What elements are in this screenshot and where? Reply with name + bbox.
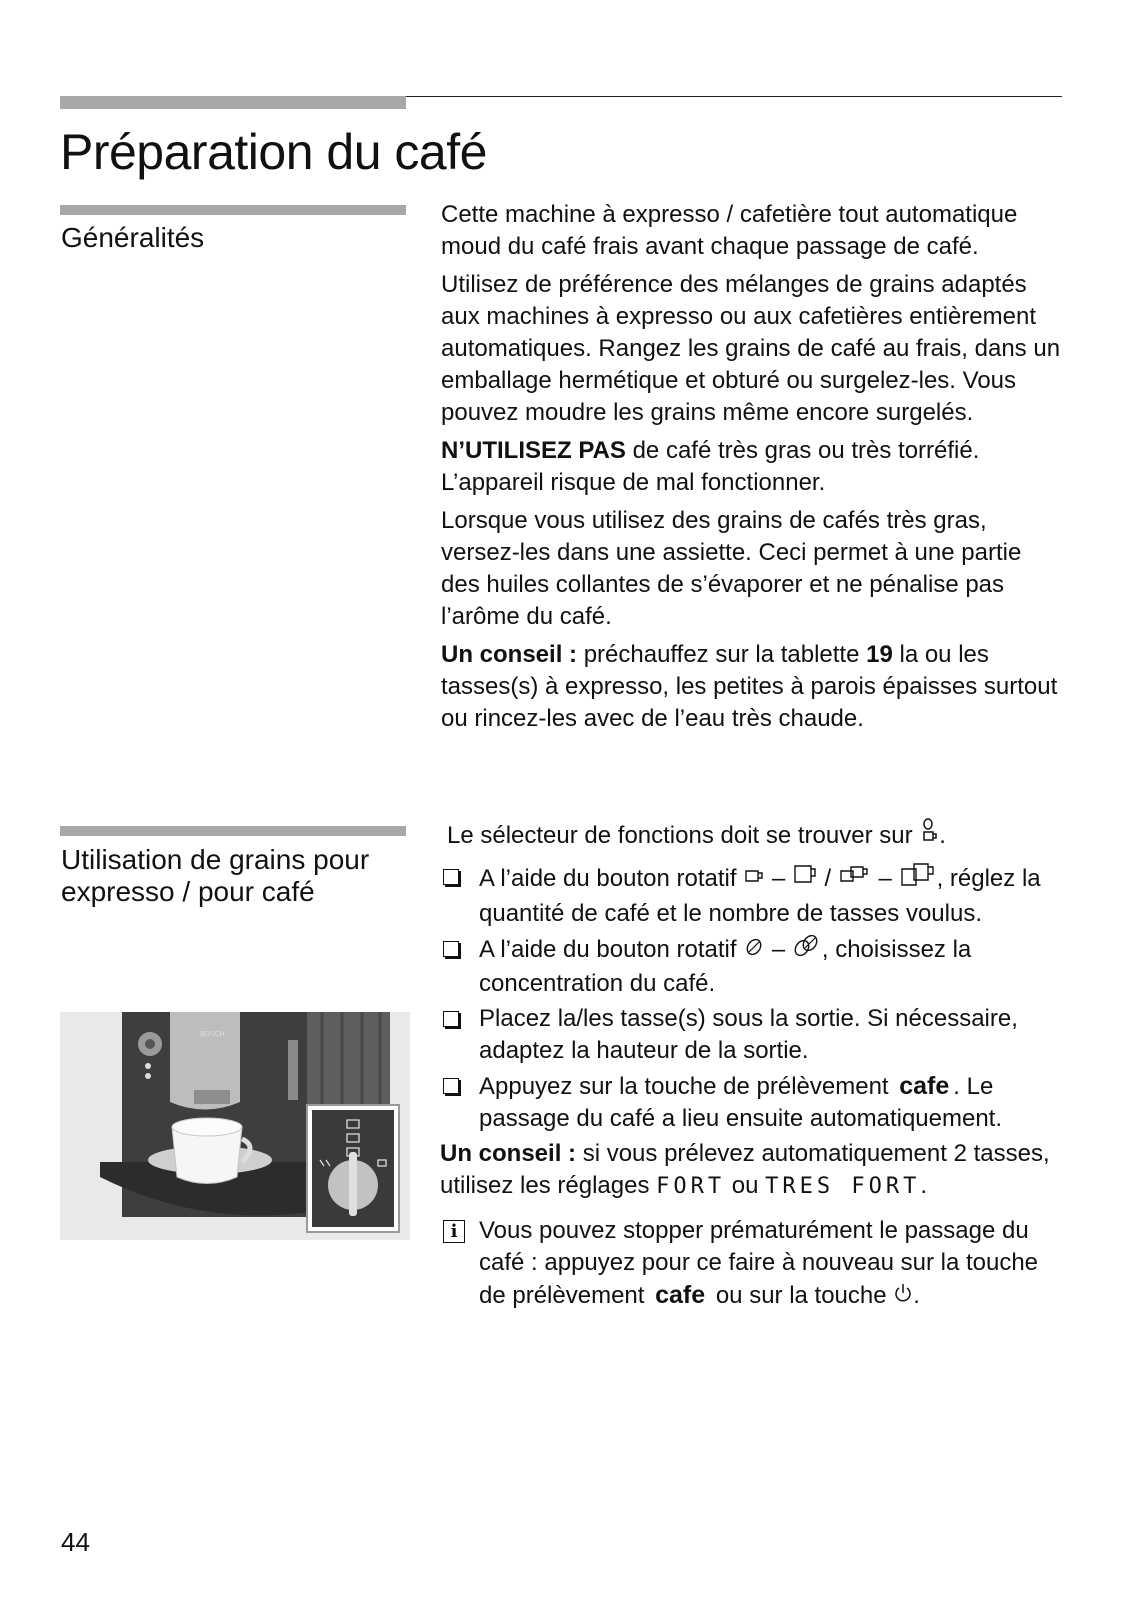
list-item: Placez la/les tasse(s) sous la sortie. Si nécessaire, adaptez la hauteur de la sortie.	[441, 1003, 1066, 1067]
warning-bold: N’UTILISEZ PAS	[441, 437, 626, 464]
two-cups-small-icon	[838, 863, 872, 896]
cafe-key-label: cafe	[655, 1281, 706, 1309]
cup-large-icon	[792, 862, 818, 897]
cup-small-icon	[743, 864, 765, 896]
bean-mild-icon	[743, 935, 765, 967]
paragraph: Utilisez de préférence des mélanges de grains adaptés aux machines à expresso ou aux cafetières entièrement automatiques. Rangez les grains de café au frais, dans un emballage hermétique et obturé ou surgelez-les. Vous pouvez moudre les grains même encore surgelés.	[441, 271, 1061, 426]
coffee-machine-photo	[60, 1012, 410, 1240]
section-bar-general	[60, 205, 406, 215]
bean-cup-icon	[919, 818, 939, 855]
paragraph: Cette machine à expresso / cafetière tout automatique moud du café frais avant chaque passage de café.	[441, 201, 1018, 260]
general-text	[441, 199, 1066, 741]
info-list	[441, 1215, 1066, 1313]
top-bar	[60, 96, 406, 109]
section-bar-beans	[60, 826, 406, 836]
tip-label: Un conseil :	[441, 641, 578, 668]
cafe-key-label: cafe	[899, 1072, 950, 1100]
power-icon	[893, 1281, 913, 1313]
heading-beans: Utilisation de grains pour expresso / pour café	[61, 844, 370, 907]
list-item: Appuyez sur la touche de prélèvement cafe . Le passage du café a lieu ensuite automatiquement.	[441, 1070, 1066, 1135]
checkbox-icon	[443, 1011, 459, 1027]
info-icon: i	[443, 1220, 465, 1243]
display-setting-very-strong: TRES FORT	[765, 1174, 921, 1199]
info-note: i Vous pouvez stopper prématurément le passage du café : appuyez pour ce faire à nouveau sur la touche de prélèvement cafe ou sur la touche .	[441, 1215, 1066, 1313]
warning-paragraph	[441, 435, 1066, 499]
steps-list	[441, 861, 1066, 1135]
two-cups-large-icon	[899, 861, 937, 898]
page-number: 44	[61, 1527, 90, 1557]
checkbox-icon	[443, 1078, 459, 1094]
brand-label: BOSCH	[200, 1030, 225, 1038]
bean-strong-icon	[792, 933, 822, 968]
list-item: A l’aide du bouton rotatif – , choisissez la concentration du café.	[441, 933, 1066, 1000]
tip-paragraph: Un conseil : préchauffez sur la tablette 19 la ou les tasses(s) à expresso, les petites à parois épaisses surtout ou rincez-les avec de l’eau très chaude.	[441, 641, 1058, 732]
warning-text: de café très gras ou très torréfié. L’appareil risque de mal fonctionner.	[441, 437, 980, 496]
selector-line: Le sélecteur de fonctions doit se trouver sur .	[441, 818, 1066, 855]
tip-label: Un conseil :	[440, 1140, 577, 1167]
ref-number: 19	[866, 641, 893, 668]
page-title: Préparation du café	[60, 124, 487, 180]
checkbox-icon	[443, 941, 459, 957]
beans-text	[441, 818, 1066, 1316]
checkbox-icon	[443, 869, 459, 885]
list-item: A l’aide du bouton rotatif – / – , réglez la quantité de café et le nombre de tasses voulus.	[441, 861, 1066, 930]
display-setting-strong: FORT	[656, 1174, 726, 1199]
tip-paragraph: Un conseil : si vous prélevez automatiquement 2 tasses, utilisez les réglages FORT ou TRES FORT.	[440, 1140, 1050, 1199]
paragraph: Lorsque vous utilisez des grains de cafés très gras, versez-les dans une assiette. Ceci permet à une partie des huiles collantes de s’évaporer et ne pénalise pas l’arôme du café.	[441, 507, 1022, 630]
heading-general: Généralités	[61, 222, 205, 253]
